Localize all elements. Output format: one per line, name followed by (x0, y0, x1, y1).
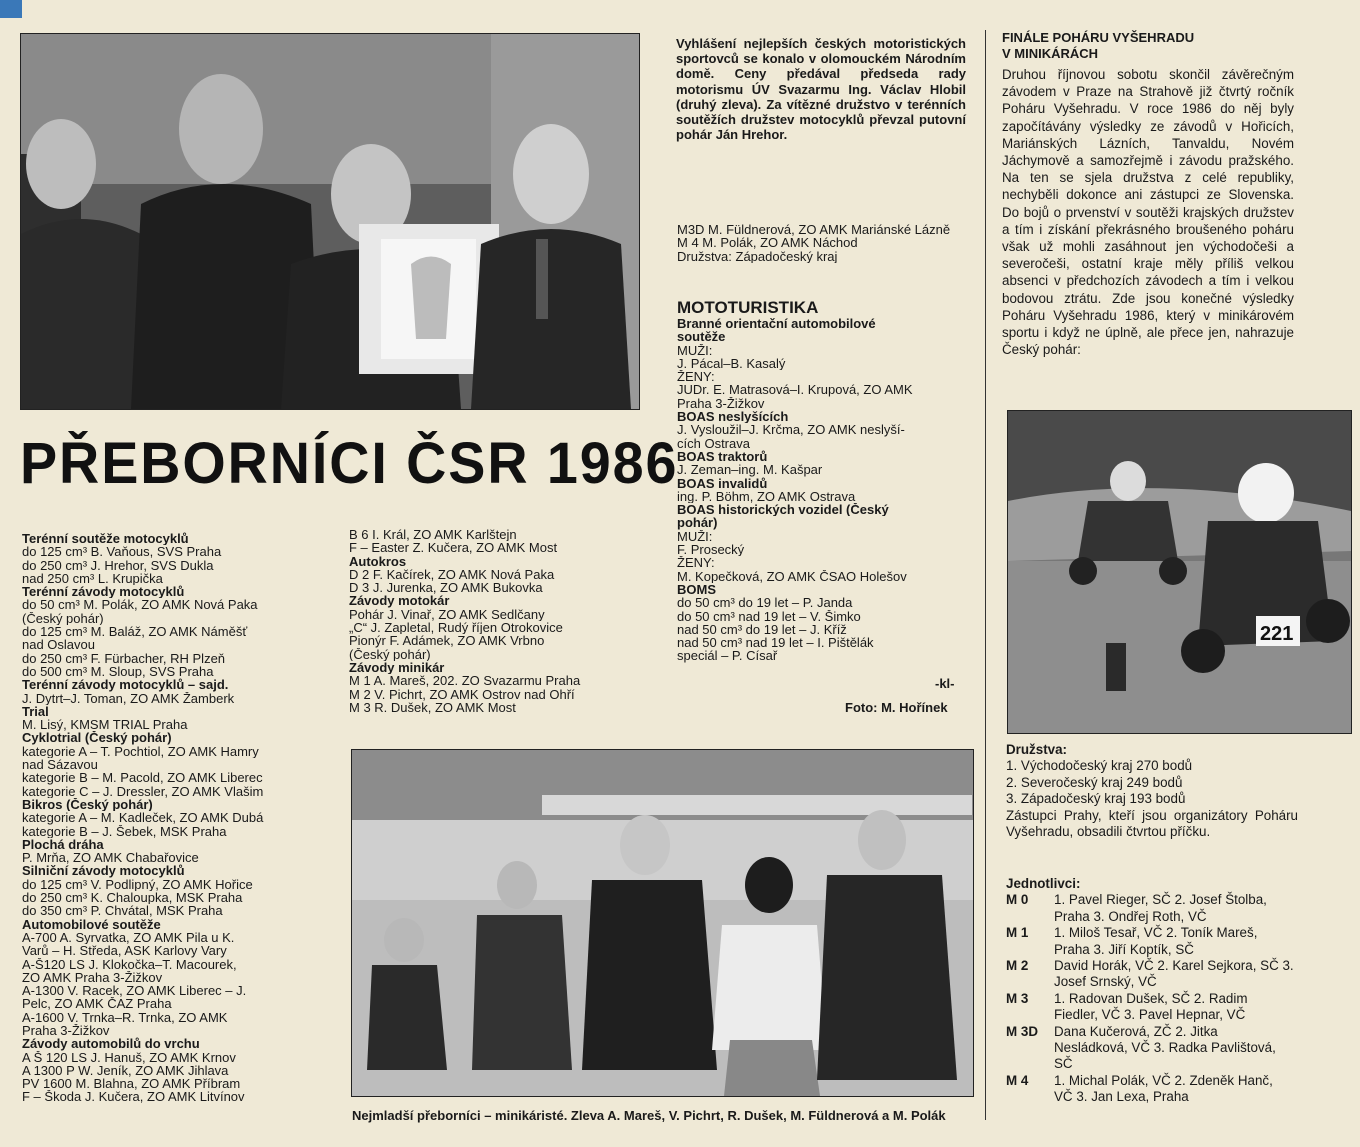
result-line: do 250 cm³ F. Fürbacher, RH Plzeň (22, 651, 226, 665)
award-ceremony-photo (20, 33, 640, 410)
category-heading: Závody automobilů do vrchu (22, 1037, 200, 1051)
result-line: F. Prosecký (677, 543, 745, 557)
result-line: A-1300 V. Racek, ZO AMK Liberec – J. (22, 984, 247, 998)
result-line: J. Pácal–B. Kasalý (677, 356, 786, 371)
individual-result-row (1006, 958, 1298, 991)
result-line: A 1300 P W. Jeník, ZO AMK Jihlava (22, 1063, 229, 1078)
result-line: PV 1600 M. Blahna, ZO AMK Příbram (22, 1077, 241, 1091)
author-signature: -kl- (935, 676, 955, 691)
team-result-1: 1. Východočeský kraj 270 bodů (1006, 758, 1193, 774)
result-line: F – Easter Z. Kučera, ZO AMK Most (349, 541, 558, 555)
right-title-line-1: FINÁLE POHÁRU VYŠEHRADU (1002, 30, 1195, 45)
result-line: do 500 cm³ M. Sloup, SVS Praha (22, 664, 214, 679)
result-line: A-1600 V. Trnka–R. Trnka, ZO AMK (22, 1010, 228, 1024)
result-line: ing. P. Böhm, ZO AMK Ostrava (677, 489, 856, 504)
photo-credit: Foto: M. Hořínek (845, 700, 948, 715)
headline: PŘEBORNÍCI ČSR 1986 (20, 431, 679, 496)
individual-results (1006, 876, 1298, 1106)
results-column-1 (22, 532, 342, 1104)
category-heading: pohár) (677, 516, 718, 530)
right-title-line-2: V MINIKÁRÁCH (1002, 46, 1099, 61)
intro-paragraph: Vyhlášení nejlepších českých motoristických sportovců se konalo v olomouckém Národním domě. Ceny předával předseda rady motorismu ÚV Svazarmu Ing. Václav Hlobil (druhý zleva). Za vítězné družstvo v terénních soutěžích družstev motocyklů převzal putovní pohár Ján Hrehor. (676, 36, 966, 143)
result-line: do 50 cm³ do 19 let – P. Janda (677, 596, 853, 610)
result-line: do 350 cm³ P. Chvátal, MSK Praha (22, 904, 223, 918)
result-line: B 6 I. Král, ZO AMK Karlštejn (349, 528, 517, 542)
result-line: JUDr. E. Matrasová–I. Krupová, ZO AMK (677, 383, 913, 397)
right-article-body: Druhou říjnovou sobotu skončil závěrečným závodem v Praze na Strahově již čtvrtý ročník Poháru Vyšehradu. V roce 1986 do něj byly započítávány výsledky ze závodů v Hořicích, Mariánských Lázních, Tanvaldu, Novém Jáchymově a samozřejmě i závodu pražského. Na ten se sjela družstva z celé republiky, nechyběli dokonce ani zástupci ze Slovenska. Do bojů o prvenství v soutěži krajských družstev a tím i získání překrásného broušeného poháru však už mohli zasáhnout jen východočeši a severočeši, ostatní kraje měly příliš velkou absenci v předchozích závodech a tím i velkou bodovou ztrátu. Zde jsou konečné výsledky Poháru Vyšehradu 1986, který v minikárovém sportu i když ne úplně, ale přece jen, nahrazuje Český pohár: (1002, 67, 1294, 358)
category-results: 1. Michal Polák, VČ 2. Zdeněk Hanč, VČ 3. Jan Lexa, Praha (1054, 1072, 1273, 1105)
results-column-3a (677, 223, 967, 263)
result-line: (Český pohár) (349, 647, 431, 661)
result-line: Praha 3-Žižkov (22, 1023, 110, 1038)
photo-caption: Nejmladší přeborníci – minikáristé. Zleva A. Mareš, V. Pichrt, R. Dušek, M. Füldnerová a M. Polák (352, 1108, 946, 1123)
result-line: do 250 cm³ K. Chaloupka, MSK Praha (22, 891, 243, 905)
section-title-mototuristika: MOTOTURISTIKA (677, 298, 819, 317)
category-heading: Silniční závody motocyklů (22, 864, 185, 878)
category-results: Dana Kučerová, ZČ 2. Jitka Nesládková, VČ 3. Radka Pavlištová, SČ (1054, 1023, 1276, 1072)
result-line: Družstva: Západočeský kraj (677, 249, 838, 263)
individual-result-row (1006, 925, 1298, 958)
result-line: M. Kopečková, ZO AMK ČSAO Holešov (677, 569, 907, 583)
category-heading: Terénní závody motocyklů – sajd. (22, 678, 229, 692)
result-line: Pohár J. Vinař, ZO AMK Sedlčany (349, 607, 545, 622)
result-line: kategorie A – T. Pochtiol, ZO AMK Hamry (22, 744, 259, 759)
young-champions-photo (351, 749, 974, 1097)
category-code: M 0 (1006, 892, 1029, 908)
team-result-3: 3. Západočeský kraj 193 bodů (1006, 791, 1186, 807)
column-divider (985, 30, 986, 1120)
result-line: nad 250 cm³ L. Krupička (22, 571, 163, 586)
category-heading: BOAS historických vozidel (Český (677, 503, 889, 517)
result-line: A-Š120 LS J. Klokočka–T. Macourek, (22, 957, 237, 971)
individual-result-row (1006, 1024, 1298, 1073)
result-line: nad Sázavou (22, 758, 98, 772)
category-heading: Automobilové soutěže (22, 917, 161, 931)
minikart-race-photo (1007, 410, 1352, 734)
result-line: D 3 J. Jurenka, ZO AMK Bukovka (349, 581, 543, 595)
result-line: J. Zeman–ing. M. Kašpar (677, 463, 823, 477)
category-heading: BOMS (677, 582, 716, 597)
individual-result-row (1006, 892, 1298, 925)
team-result-2: 2. Severočeský kraj 249 bodů (1006, 774, 1183, 790)
result-line: kategorie A – M. Kadleček, ZO AMK Dubá (22, 811, 264, 825)
category-results: 1. Radovan Dušek, SČ 2. Radim Fiedler, VČ 3. Pavel Hepnar, VČ (1054, 990, 1248, 1023)
category-code: M 3D (1006, 1023, 1038, 1039)
result-line: ZO AMK Praha 3-Žižkov (22, 970, 163, 985)
result-line: D 2 F. Kačírek, ZO AMK Nová Paka (349, 567, 555, 582)
result-line: (Český pohár) (22, 611, 104, 626)
category-code: M 2 (1006, 958, 1029, 974)
result-line: do 125 cm³ V. Podlipný, ZO AMK Hořice (22, 877, 253, 892)
result-line: „C“ J. Zapletal, Rudý říjen Otrokovice (349, 621, 563, 635)
category-heading: Cyklotrial (Český pohár) (22, 731, 172, 745)
result-line: J. Vysloužil–J. Krčma, ZO AMK neslyší- (677, 423, 905, 437)
result-line: Pelc, ZO AMK ČAZ Praha (22, 997, 172, 1011)
category-heading: BOAS traktorů (677, 449, 768, 464)
category-heading: Terénní soutěže motocyklů (22, 532, 189, 546)
result-line: Varů – H. Středa, ASK Karlovy Vary (22, 944, 227, 958)
category-heading: Závody minikár (349, 660, 445, 675)
result-line: do 50 cm³ nad 19 let – V. Šimko (677, 609, 861, 623)
result-line: nad 50 cm³ nad 19 let – I. Pištělák (677, 636, 874, 650)
result-line: ŽENY: (677, 370, 715, 384)
category-heading: BOAS invalidů (677, 476, 768, 490)
category-heading: Autokros (349, 554, 407, 568)
category-code: M 1 (1006, 925, 1029, 941)
teams-note: Zástupci Prahy, kteří jsou organizátory Poháru Vyšehradu, obsadili čtvrtou příčku. (1006, 807, 1298, 840)
results-column-3b (677, 317, 967, 663)
result-line: M 3 R. Dušek, ZO AMK Most (349, 700, 516, 715)
category-heading: Plochá dráha (22, 837, 104, 852)
result-line: M 4 M. Polák, ZO AMK Náchod (677, 236, 858, 250)
result-line: nad 50 cm³ do 19 let – J. Kříž (677, 622, 847, 637)
result-line: kategorie C – J. Dressler, ZO AMK Vlašim (22, 784, 264, 798)
category-heading: BOAS neslyšících (677, 410, 789, 424)
result-line: M 1 A. Mareš, 202. ZO Svazarmu Praha (349, 674, 581, 688)
result-line: P. Mrňa, ZO AMK Chabařovice (22, 851, 199, 865)
individual-result-row (1006, 991, 1298, 1024)
team-results (1006, 742, 1298, 840)
result-line: F – Škoda J. Kučera, ZO AMK Litvínov (22, 1090, 245, 1104)
individual-result-row (1006, 1073, 1298, 1106)
result-line: do 250 cm³ J. Hrehor, SVS Dukla (22, 558, 214, 572)
result-line: do 125 cm³ M. Baláž, ZO AMK Náměšť (22, 625, 248, 639)
result-line: M 2 V. Pichrt, ZO AMK Ostrov nad Ohří (349, 687, 575, 701)
category-heading: Trial (22, 704, 49, 719)
individuals-title: Jednotlivci: (1006, 876, 1081, 891)
result-line: Praha 3-Žižkov (677, 396, 765, 411)
result-line: cích Ostrava (677, 436, 750, 450)
category-results: 1. Pavel Rieger, SČ 2. Josef Štolba, Praha 3. Ondřej Roth, VČ (1054, 892, 1267, 924)
result-line: MUŽI: (677, 529, 713, 544)
result-line: do 50 cm³ M. Polák, ZO AMK Nová Paka (22, 598, 258, 612)
category-heading: Bikros (Český pohár) (22, 797, 153, 812)
category-heading: Terénní závody motocyklů (22, 585, 185, 599)
category-heading: Závody motokár (349, 594, 450, 608)
teams-title: Družstva: (1006, 742, 1068, 757)
corner-mark (0, 0, 22, 18)
category-heading: Branné orientační automobilové (677, 317, 876, 331)
category-results: 1. Miloš Tesař, VČ 2. Toník Mareš, Praha 3. Jiří Koptík, SČ (1054, 925, 1258, 957)
result-line: speciál – P. Císař (677, 649, 778, 663)
results-column-2 (349, 528, 654, 714)
result-line: do 125 cm³ B. Vaňous, SVS Praha (22, 545, 222, 559)
result-line: J. Dytrt–J. Toman, ZO AMK Žamberk (22, 691, 235, 705)
result-line: nad Oslavou (22, 638, 95, 652)
result-line: kategorie B – J. Šebek, MSK Praha (22, 824, 227, 838)
right-article-title (1002, 30, 1292, 62)
category-results: David Horák, VČ 2. Karel Sejkora, SČ 3. Josef Srnský, VČ (1054, 958, 1294, 990)
result-line: kategorie B – M. Pacold, ZO AMK Liberec (22, 771, 263, 785)
category-code: M 4 (1006, 1072, 1029, 1088)
result-line: ŽENY: (677, 556, 715, 570)
category-code: M 3 (1006, 990, 1029, 1006)
category-heading: soutěže (677, 330, 726, 344)
kart-number-label: 221 (1260, 623, 1294, 645)
result-line: MUŽI: (677, 343, 713, 357)
result-line: A-700 A. Syrvatka, ZO AMK Pila u K. (22, 930, 235, 945)
result-line: A Š 120 LS J. Hanuš, ZO AMK Krnov (22, 1050, 236, 1064)
result-line: M. Lisý, KMSM TRIAL Praha (22, 718, 188, 732)
result-line: Pionýr F. Adámek, ZO AMK Vrbno (349, 634, 545, 648)
result-line: M3D M. Füldnerová, ZO AMK Mariánské Lázně (677, 223, 951, 237)
